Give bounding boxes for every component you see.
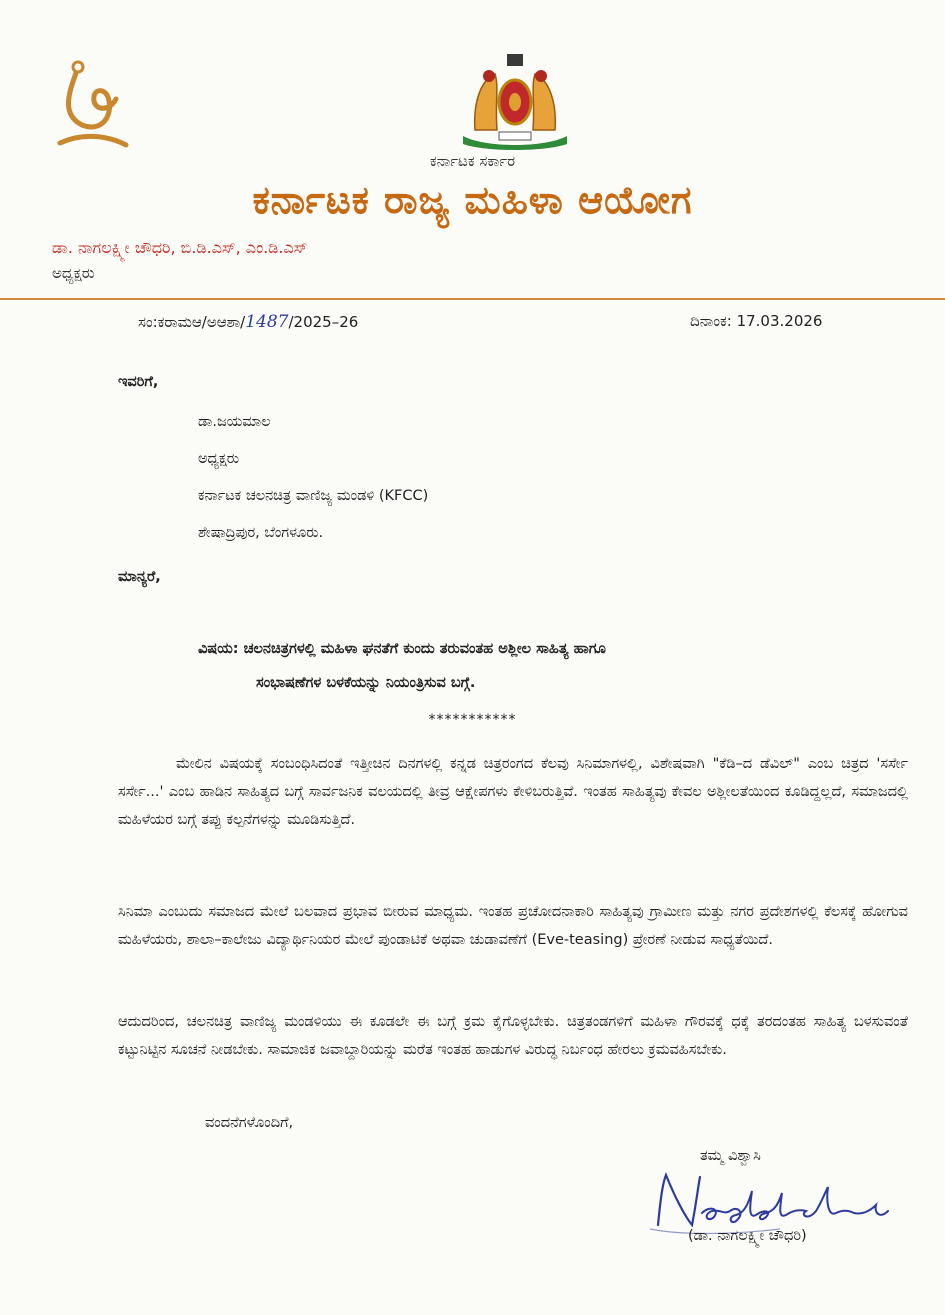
recipient-designation: ಅಧ್ಯಕ್ಷರು [198, 451, 240, 467]
government-name: ಕರ್ನಾಟಕ ಸರ್ಕಾರ [429, 152, 516, 170]
chairperson-role: ಅಧ್ಯಕ್ಷರು [52, 264, 95, 282]
organization-title: ಕರ್ನಾಟಕ ರಾಜ್ಯ ಮಹಿಳಾ ಆಯೋಗ [252, 178, 693, 222]
paragraph-3-text: ಆದುದರಿಂದ, ಚಲನಚಿತ್ರ ವಾಣಿಜ್ಯ ಮಂಡಳಿಯು ಈ ಕೂಡಲೇ ಈ ಬಗ್ಗೆ ಕ್ರಮ ಕೈಗೊಳ್ಳಬೇಕು. ಚಿತ್ರತಂಡಗಳಿಗೆ ಮಹಿಳಾ ಗೌರವಕ್ಕೆ ಧಕ್ಕೆ ತರದಂತಹ ಸಾಹಿತ್ಯ ಬಳಸುವಂತೆ ಕಟ್ಟುನಿಟ್ಟಿನ ಸೂಚನೆ ನೀಡಬೇಕು. ಸಾಮಾಜಿಕ ಜವಾಬ್ದಾರಿಯನ್ನು ಮರೆತ ಇಂತಹ ಹಾಡುಗಳ ವಿರುದ್ಧ ನಿರ್ಬಂಧ ಹೇರಲು ಕ್ರಮವಹಿಸಬೇಕು. [118, 1014, 908, 1058]
paragraph-2-text: ಸಿನಿಮಾ ಎಂಬುದು ಸಮಾಜದ ಮೇಲೆ ಬಲವಾದ ಪ್ರಭಾವ ಬೀರುವ ಮಾಧ್ಯಮ. ಇಂತಹ ಪ್ರಚೋದನಾಕಾರಿ ಸಾಹಿತ್ಯವು ಗ್ರಾಮೀಣ ಮತ್ತು ನಗರ ಪ್ರದೇಶಗಳಲ್ಲಿ ಕೆಲಸಕ್ಕೆ ಹೋಗುವ ಮಹಿಳೆಯರು, ಶಾಲಾ–ಕಾಲೇಜು ವಿದ್ಯಾರ್ಥಿನಿಯರ ಮೇಲೆ ಪುಂಡಾಟಿಕೆ ಅಥವಾ ಚುಡಾವಣೆಗೆ (Eve-teasing) ಪ್ರೇರಣೆ ನೀಡುವ ಸಾಧ್ಯತೆಯಿದೆ. [118, 904, 908, 948]
salutation: ಮಾನ್ಯರೆ, [118, 569, 161, 585]
paragraph-1-text: ಮೇಲಿನ ವಿಷಯಕ್ಕೆ ಸಂಬಂಧಿಸಿದಂತೆ ಇತ್ತೀಚಿನ ದಿನಗಳಲ್ಲಿ ಕನ್ನಡ ಚಿತ್ರರಂಗದ ಕೆಲವು ಸಿನಿಮಾಗಳಲ್ಲಿ, ವಿಶೇಷವಾಗಿ "ಕೆಡಿ–ದ ಡೆವಿಲ್" ಎಂಬ ಚಿತ್ರದ 'ಸರ್ಸೇ ಸರ್ಸೇ...' ಎಂಬ ಹಾಡಿನ ಸಾಹಿತ್ಯದ ಬಗ್ಗೆ ಸಾರ್ವಜನಿಕ ವಲಯದಲ್ಲಿ ತೀವ್ರ ಆಕ್ಷೇಪಗಳು ಕೇಳಿಬರುತ್ತಿವೆ. ಇಂತಹ ಸಾಹಿತ್ಯವು ಕೇವಲ ಅಶ್ಲೀಲತೆಯಿಂದ ಕೂಡಿದ್ದಲ್ಲದೆ, ಸಮಾಜದಲ್ಲಿ ಮಹಿಳೆಯರ ಬಗ್ಗೆ ತಪ್ಪು ಕಲ್ಪನೆಗಳನ್ನು ಮೂಡಿಸುತ್ತಿದೆ. [118, 756, 908, 828]
paragraph-3 [118, 1008, 908, 1064]
recipient-organization: ಕರ್ನಾಟಕ ಚಲನಚಿತ್ರ ವಾಣಿಜ್ಯ ಮಂಡಳಿ (KFCC) [198, 488, 429, 504]
reference-handwritten-number: 1487 [245, 312, 289, 332]
letter-date [690, 312, 822, 330]
woman-symbol-logo-icon [52, 55, 132, 155]
recipient-name: ಡಾ.ಜಯಮಾಲ [198, 414, 271, 430]
header-divider [0, 298, 945, 300]
reference-prefix: ಸಂ:ಕರಾಮಆ/ಅಆಶಾ/ [138, 313, 246, 331]
subject-line-1: ವಿಷಯ: ಚಲನಚಿತ್ರಗಳಲ್ಲಿ ಮಹಿಳಾ ಘನತೆಗೆ ಕುಂದು ತರುವಂತಹ ಅಶ್ಲೀಲ ಸಾಹಿತ್ಯ ಹಾಗೂ [198, 641, 606, 657]
yours-faithfully: ತಮ್ಮ ವಿಶ್ವಾಸಿ [700, 1148, 761, 1164]
reference-number [138, 312, 358, 332]
reference-suffix: /2025–26 [288, 313, 359, 331]
chairperson-name: ಡಾ. ನಾಗಲಕ್ಷ್ಮೀ ಚೌಧರಿ, ಬಿ.ಡಿ.ಎಸ್, ಎಂ.ಡಿ.ಎಸ್ [52, 238, 308, 257]
subject-block [198, 632, 606, 700]
recipient-address: ಶೇಷಾದ್ರಿಪುರ, ಬೆಂಗಳೂರು. [198, 525, 324, 541]
separator-stars: *********** [428, 712, 517, 728]
closing-line: ವಂದನೆಗಳೊಂದಿಗೆ, [205, 1115, 294, 1131]
date-value: 17.03.2026 [736, 312, 823, 330]
paragraph-2 [118, 898, 908, 954]
date-label: ದಿನಾಂಕ: [690, 312, 732, 330]
recipient-to-label: ಇವರಿಗೆ, [118, 374, 159, 390]
subject-line-2: ಸಂಭಾಷಣೆಗಳ ಬಳಕೆಯನ್ನು ನಿಯಂತ್ರಿಸುವ ಬಗ್ಗೆ. [256, 675, 476, 691]
karnataka-state-emblem-icon [455, 52, 575, 152]
signer-name: (ಡಾ. ನಾಗಲಕ್ಷ್ಮೀ ಚೌಧರಿ) [688, 1228, 807, 1244]
paragraph-1 [118, 750, 908, 834]
